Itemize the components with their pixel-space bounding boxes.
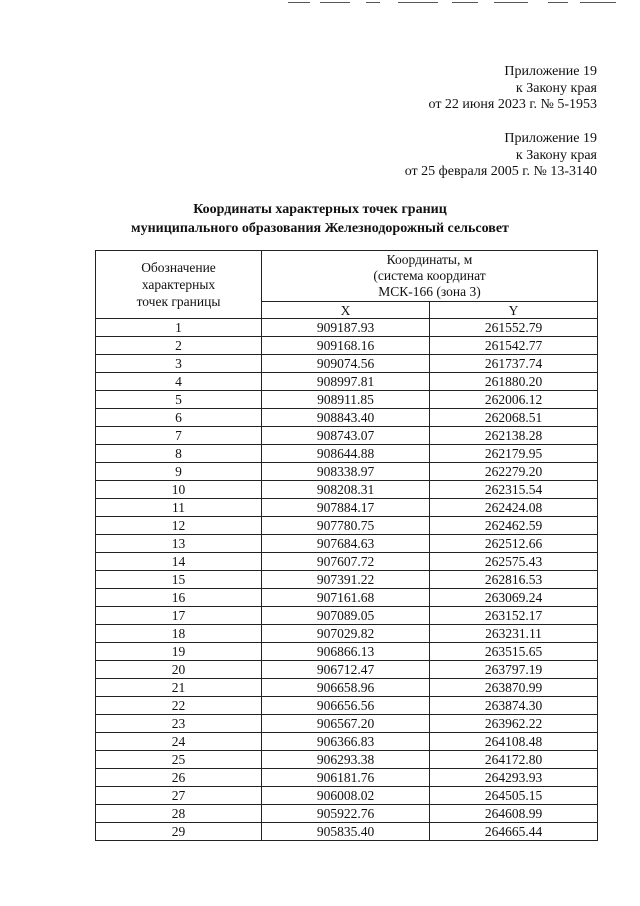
y-coordinate-cell: 262512.66 <box>430 535 598 553</box>
header-line: точек границы <box>136 294 221 309</box>
point-number-cell: 28 <box>96 805 262 823</box>
point-number-cell: 17 <box>96 607 262 625</box>
header-line: характерных <box>141 277 216 292</box>
coordinates-table-body <box>96 319 598 841</box>
table-row <box>96 715 598 733</box>
point-number-cell: 12 <box>96 517 262 535</box>
appendix-original-reference <box>405 131 597 181</box>
appendix-law: к Закону края <box>515 147 597 163</box>
x-coordinate-cell: 908911.85 <box>262 391 430 409</box>
y-coordinate-cell: 264108.48 <box>430 733 598 751</box>
point-designation-header <box>96 251 262 319</box>
x-coordinate-cell: 907391.22 <box>262 571 430 589</box>
x-coordinate-cell: 909168.16 <box>262 337 430 355</box>
header-line: Координаты, м <box>386 252 473 267</box>
x-coordinate-cell: 908208.31 <box>262 481 430 499</box>
y-coordinate-cell: 262462.59 <box>430 517 598 535</box>
table-row <box>96 751 598 769</box>
table-row <box>96 607 598 625</box>
y-coordinate-cell: 263874.30 <box>430 697 598 715</box>
table-row <box>96 445 598 463</box>
table-row <box>96 769 598 787</box>
appendix-current-reference <box>429 64 598 114</box>
x-coordinate-cell: 907780.75 <box>262 517 430 535</box>
point-number-cell: 27 <box>96 787 262 805</box>
x-coordinate-cell: 907607.72 <box>262 553 430 571</box>
x-coordinate-cell: 906712.47 <box>262 661 430 679</box>
table-row <box>96 823 598 841</box>
y-coordinate-cell: 263152.17 <box>430 607 598 625</box>
table-row <box>96 733 598 751</box>
title-line: муниципального образования Железнодорожный сельсовет <box>131 221 509 236</box>
point-number-cell: 16 <box>96 589 262 607</box>
table-row <box>96 319 598 337</box>
x-coordinate-cell: 908644.88 <box>262 445 430 463</box>
x-coordinate-cell: 906567.20 <box>262 715 430 733</box>
x-coordinate-cell: 906008.02 <box>262 787 430 805</box>
point-number-cell: 2 <box>96 337 262 355</box>
y-coordinate-cell: 262068.51 <box>430 409 598 427</box>
y-coordinate-cell: 261552.79 <box>430 319 598 337</box>
y-coordinate-cell: 264665.44 <box>430 823 598 841</box>
table-row <box>96 697 598 715</box>
table-row <box>96 427 598 445</box>
point-number-cell: 26 <box>96 769 262 787</box>
point-number-cell: 29 <box>96 823 262 841</box>
y-coordinate-cell: 261880.20 <box>430 373 598 391</box>
point-number-cell: 19 <box>96 643 262 661</box>
coordinates-header <box>262 251 598 302</box>
y-coordinate-cell: 261542.77 <box>430 337 598 355</box>
x-coordinate-cell: 909187.93 <box>262 319 430 337</box>
point-number-cell: 9 <box>96 463 262 481</box>
y-coordinate-cell: 262279.20 <box>430 463 598 481</box>
appendix-number: Приложение 19 <box>504 64 597 79</box>
point-number-cell: 6 <box>96 409 262 427</box>
point-number-cell: 7 <box>96 427 262 445</box>
x-coordinate-cell: 908338.97 <box>262 463 430 481</box>
table-row <box>96 481 598 499</box>
x-coordinate-cell: 906656.56 <box>262 697 430 715</box>
y-coordinate-cell: 264293.93 <box>430 769 598 787</box>
y-coordinate-cell: 264505.15 <box>430 787 598 805</box>
point-number-cell: 18 <box>96 625 262 643</box>
table-row <box>96 337 598 355</box>
y-coordinate-cell: 262315.54 <box>430 481 598 499</box>
point-number-cell: 20 <box>96 661 262 679</box>
point-number-cell: 24 <box>96 733 262 751</box>
point-number-cell: 3 <box>96 355 262 373</box>
x-coordinate-cell: 906866.13 <box>262 643 430 661</box>
x-coordinate-cell: 907161.68 <box>262 589 430 607</box>
y-coordinate-cell: 262575.43 <box>430 553 598 571</box>
point-number-cell: 22 <box>96 697 262 715</box>
point-number-cell: 21 <box>96 679 262 697</box>
point-number-cell: 1 <box>96 319 262 337</box>
x-coordinate-cell: 906181.76 <box>262 769 430 787</box>
x-coordinate-cell: 908743.07 <box>262 427 430 445</box>
table-row <box>96 589 598 607</box>
y-coordinate-cell: 261737.74 <box>430 355 598 373</box>
table-row <box>96 391 598 409</box>
point-number-cell: 5 <box>96 391 262 409</box>
x-coordinate-cell: 905835.40 <box>262 823 430 841</box>
x-coordinate-cell: 907884.17 <box>262 499 430 517</box>
table-row <box>96 517 598 535</box>
appendix-law: к Закону края <box>515 80 597 96</box>
y-coordinate-cell: 263962.22 <box>430 715 598 733</box>
x-coordinate-cell: 905922.76 <box>262 805 430 823</box>
y-coordinate-cell: 262179.95 <box>430 445 598 463</box>
header-line: Обозначение <box>141 260 216 275</box>
point-number-cell: 8 <box>96 445 262 463</box>
x-coordinate-cell: 908843.40 <box>262 409 430 427</box>
appendix-number: Приложение 19 <box>504 131 597 146</box>
point-number-cell: 14 <box>96 553 262 571</box>
table-row <box>96 679 598 697</box>
y-coordinate-cell: 264172.80 <box>430 751 598 769</box>
appendix-date: от 22 июня 2023 г. № 5-1953 <box>428 97 597 112</box>
y-coordinate-cell: 264608.99 <box>430 805 598 823</box>
y-coordinate-cell: 263231.11 <box>430 625 598 643</box>
scan-artifact-lines <box>280 0 640 6</box>
header-line: МСК-166 (зона 3) <box>378 284 481 299</box>
table-row <box>96 643 598 661</box>
coordinates-table <box>95 250 598 841</box>
table-row <box>96 571 598 589</box>
table-row <box>96 409 598 427</box>
y-coordinate-cell: 263870.99 <box>430 679 598 697</box>
x-column-header: X <box>262 302 430 319</box>
table-row <box>96 355 598 373</box>
table-row <box>96 553 598 571</box>
y-coordinate-cell: 262138.28 <box>430 427 598 445</box>
point-number-cell: 10 <box>96 481 262 499</box>
table-row <box>96 463 598 481</box>
y-coordinate-cell: 262006.12 <box>430 391 598 409</box>
x-coordinate-cell: 906366.83 <box>262 733 430 751</box>
y-coordinate-cell: 263069.24 <box>430 589 598 607</box>
y-coordinate-cell: 262424.08 <box>430 499 598 517</box>
point-number-cell: 23 <box>96 715 262 733</box>
point-number-cell: 25 <box>96 751 262 769</box>
document-title <box>0 200 640 238</box>
appendix-date: от 25 февраля 2005 г. № 13-3140 <box>404 164 597 179</box>
point-number-cell: 15 <box>96 571 262 589</box>
x-coordinate-cell: 906658.96 <box>262 679 430 697</box>
table-row <box>96 661 598 679</box>
table-row <box>96 499 598 517</box>
y-coordinate-cell: 263797.19 <box>430 661 598 679</box>
table-row <box>96 373 598 391</box>
x-coordinate-cell: 906293.38 <box>262 751 430 769</box>
point-number-cell: 11 <box>96 499 262 517</box>
x-coordinate-cell: 907029.82 <box>262 625 430 643</box>
x-coordinate-cell: 909074.56 <box>262 355 430 373</box>
table-row <box>96 535 598 553</box>
x-coordinate-cell: 908997.81 <box>262 373 430 391</box>
y-column-header: Y <box>430 302 598 319</box>
y-coordinate-cell: 262816.53 <box>430 571 598 589</box>
point-number-cell: 13 <box>96 535 262 553</box>
x-coordinate-cell: 907684.63 <box>262 535 430 553</box>
table-row <box>96 625 598 643</box>
y-coordinate-cell: 263515.65 <box>430 643 598 661</box>
table-row <box>96 805 598 823</box>
header-line: (система координат <box>373 268 486 283</box>
x-coordinate-cell: 907089.05 <box>262 607 430 625</box>
title-line: Координаты характерных точек границ <box>193 202 447 217</box>
table-row <box>96 787 598 805</box>
point-number-cell: 4 <box>96 373 262 391</box>
